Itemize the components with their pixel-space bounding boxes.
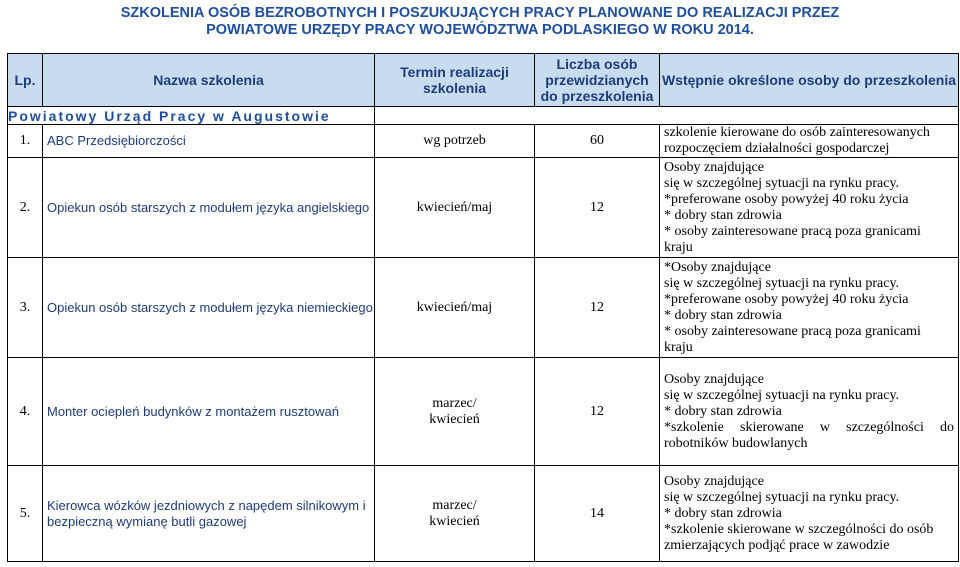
title-line-2: POWIATOWE URZĘDY PRACY WOJEWÓDZTWA PODLASKIEGO W ROKU 2014. bbox=[206, 22, 754, 38]
header-term: Termin realizacji szkolenia bbox=[375, 54, 535, 107]
office-name: Powiatowy Urząd Pracy w Augustowie bbox=[8, 107, 375, 125]
row-count: 60 bbox=[535, 125, 660, 158]
row-lp: 3. bbox=[8, 258, 43, 358]
header-name: Nazwa szkolenia bbox=[43, 54, 375, 107]
row-count: 12 bbox=[535, 258, 660, 358]
row-desc: Osoby znajdujące się w szczególnej sytuacji na rynku pracy. * dobry stan zdrowia *szkolenie skierowane w szczególności do robotników budowlanych bbox=[660, 358, 959, 466]
row-lp: 2. bbox=[8, 158, 43, 258]
row-name: Opiekun osób starszych z modułem języka niemieckiego bbox=[43, 258, 375, 358]
table-row bbox=[8, 258, 959, 358]
row-lp: 4. bbox=[8, 358, 43, 466]
row-name: Monter ociepleń budynków z montażem rusztowań bbox=[43, 358, 375, 466]
row-lp: 1. bbox=[8, 125, 43, 158]
header-row bbox=[8, 54, 959, 107]
header-lp: Lp. bbox=[8, 54, 43, 107]
row-count: 14 bbox=[535, 466, 660, 562]
row-term: wg potrzeb bbox=[375, 125, 535, 158]
row-term: kwiecień/maj bbox=[375, 158, 535, 258]
row-desc: Osoby znajdujące się w szczególnej sytuacji na rynku pracy. * dobry stan zdrowia *szkolenie skierowane w szczególności do osób zmierzających podjąć prace w zawodzie bbox=[660, 466, 959, 562]
table-row bbox=[8, 358, 959, 466]
row-name: Opiekun osób starszych z modułem języka angielskiego bbox=[43, 158, 375, 258]
row-lp: 5. bbox=[8, 466, 43, 562]
row-desc: Osoby znajdujące się w szczególnej sytuacji na rynku pracy. *preferowane osoby powyżej 40 roku życia * dobry stan zdrowia * osoby zainteresowane pracą poza granicami kraju bbox=[660, 158, 959, 258]
row-term: kwiecień/maj bbox=[375, 258, 535, 358]
document-title bbox=[0, 5, 960, 39]
title-line-1: SZKOLENIA OSÓB BEZROBOTNYCH I POSZUKUJĄCYCH PRACY PLANOWANE DO REALIZACJI PRZEZ bbox=[120, 5, 840, 21]
table-row bbox=[8, 158, 959, 258]
training-table bbox=[7, 53, 959, 562]
header-desc: Wstępnie określone osoby do przeszkolenia bbox=[660, 54, 959, 107]
row-count: 12 bbox=[535, 358, 660, 466]
row-count: 12 bbox=[535, 158, 660, 258]
table-row bbox=[8, 466, 959, 562]
row-name: Kierowca wózków jezdniowych z napędem silnikowym i bezpieczną wymianę butli gazowej bbox=[43, 466, 375, 562]
row-desc: szkolenie kierowane do osób zainteresowanych rozpoczęciem działalności gospodarczej bbox=[660, 125, 959, 158]
row-term: marzec/ kwiecień bbox=[375, 466, 535, 562]
row-desc: *Osoby znajdujące się w szczególnej sytuacji na rynku pracy. *preferowane osoby powyżej 40 roku życia * dobry stan zdrowia * osoby zainteresowane pracą poza granicami kraju bbox=[660, 258, 959, 358]
table-row bbox=[8, 125, 959, 158]
row-term: marzec/ kwiecień bbox=[375, 358, 535, 466]
row-name: ABC Przedsiębiorczości bbox=[43, 125, 375, 158]
header-count: Liczba osób przewidzianych do przeszkolenia bbox=[535, 54, 660, 107]
office-row bbox=[8, 107, 959, 125]
